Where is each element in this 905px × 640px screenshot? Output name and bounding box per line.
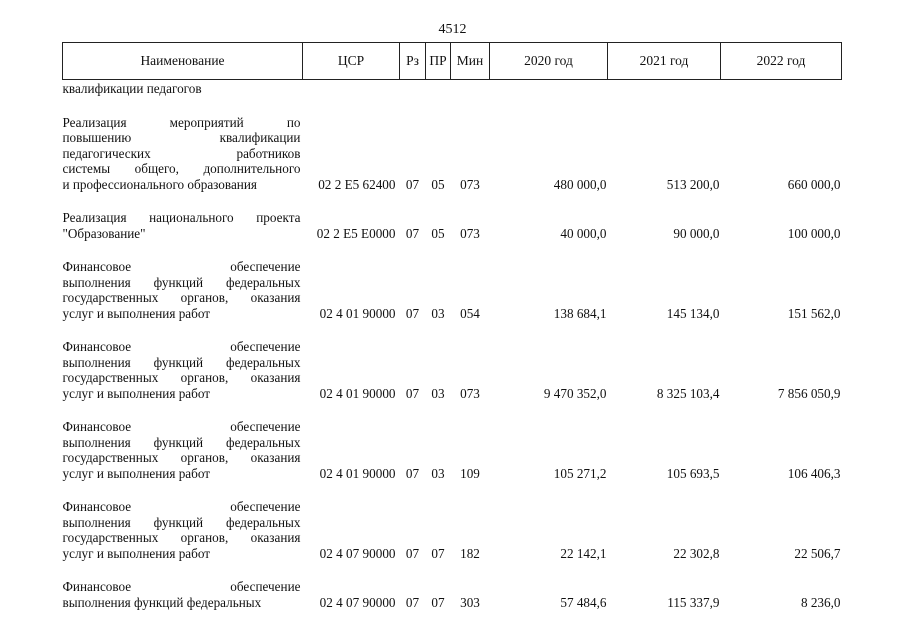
continuation-name	[63, 80, 303, 97]
name-line: "Образование"	[62, 225, 146, 241]
row-value-2021: 105 693,5	[666, 465, 720, 481]
row-name	[63, 241, 303, 321]
row-value-2021: 145 134,0	[666, 305, 720, 321]
header-rz: Рз	[400, 43, 426, 80]
row-rz: 07	[405, 385, 420, 401]
row-name	[63, 561, 303, 610]
name-line: Реализация национального проекта	[62, 210, 301, 225]
row-rz: 07	[405, 545, 420, 561]
row-name	[63, 481, 303, 561]
row-min: 182	[460, 545, 480, 561]
table-row	[63, 481, 842, 561]
name-line: государственных органов, оказания	[62, 290, 301, 305]
row-rz: 07	[405, 176, 420, 192]
row-rz: 07	[405, 225, 420, 241]
name-line: выполнения функций федеральных	[62, 434, 301, 450]
row-value-2022: 660 000,0	[787, 176, 841, 192]
header-2020: 2020 год	[490, 43, 608, 80]
row-value-2022: 100 000,0	[787, 225, 841, 241]
header-2021: 2021 год	[608, 43, 721, 80]
header-csr: ЦСР	[303, 43, 400, 80]
name-line: услуг и выполнения работ	[62, 305, 211, 321]
row-rz: 07	[405, 305, 420, 321]
page-number: 4512	[438, 22, 467, 37]
row-pr: 03	[431, 305, 445, 321]
row-value-2021: 8 325 103,4	[656, 385, 720, 401]
row-name	[63, 97, 303, 193]
row-pr: 05	[431, 176, 445, 192]
budget-table	[62, 42, 842, 610]
row-value-2020: 480 000,0	[553, 176, 607, 192]
row-value-2022: 151 562,0	[787, 305, 841, 321]
table-row	[63, 241, 842, 321]
row-rz: 07	[405, 594, 420, 610]
table-row	[63, 561, 842, 610]
row-pr: 07	[431, 545, 445, 561]
row-value-2022: 7 856 050,9	[777, 385, 841, 401]
table-row	[63, 401, 842, 481]
name-line: Финансовое обеспечение	[62, 339, 301, 354]
name-line: государственных органов, оказания	[62, 370, 301, 385]
table-row	[63, 192, 842, 241]
row-pr: 03	[431, 465, 445, 481]
name-line: повышению квалификации	[62, 130, 301, 145]
row-csr: 02 4 01 90000	[319, 465, 396, 481]
table-header	[63, 43, 842, 80]
row-value-2020: 138 684,1	[553, 305, 607, 321]
row-pr: 03	[431, 385, 445, 401]
row-min: 073	[460, 385, 480, 401]
row-pr: 07	[431, 594, 445, 610]
name-line: Реализация мероприятий по	[62, 114, 301, 130]
header-pr: ПР	[426, 43, 451, 80]
row-name	[63, 401, 303, 481]
row-value-2020: 22 142,1	[560, 545, 607, 561]
row-value-2022: 106 406,3	[787, 465, 841, 481]
row-min: 303	[460, 594, 480, 610]
row-csr: 02 2 E5 E0000	[316, 225, 396, 241]
row-min: 073	[460, 176, 480, 192]
row-value-2022: 22 506,7	[794, 545, 841, 561]
name-line: услуг и выполнения работ	[62, 545, 211, 561]
row-csr: 02 4 07 90000	[319, 594, 396, 610]
row-value-2020: 40 000,0	[560, 225, 607, 241]
row-value-2021: 513 200,0	[666, 176, 720, 192]
row-min: 109	[460, 465, 480, 481]
row-csr: 02 4 01 90000	[319, 385, 396, 401]
name-line: услуг и выполнения работ	[62, 465, 211, 481]
row-csr: 02 2 E5 62400	[318, 176, 396, 192]
name-line: и профессионального образования	[62, 176, 257, 192]
row-csr: 02 4 01 90000	[319, 305, 396, 321]
table-row	[63, 97, 842, 193]
table-row	[63, 321, 842, 401]
row-value-2020: 57 484,6	[560, 594, 607, 610]
row-pr: 05	[431, 225, 445, 241]
row-value-2022: 8 236,0	[800, 594, 841, 610]
name-line: выполнения функций федеральных	[62, 514, 301, 530]
row-csr: 02 4 07 90000	[319, 545, 396, 561]
header-min: Мин	[451, 43, 490, 80]
name-line: выполнения функций федеральных	[62, 274, 301, 290]
row-rz: 07	[405, 465, 420, 481]
row-name	[63, 192, 303, 241]
row-value-2021: 90 000,0	[673, 225, 720, 241]
name-line: выполнения функций федеральных	[62, 594, 262, 610]
name-line: системы общего, дополнительного	[62, 161, 301, 176]
row-name	[63, 321, 303, 401]
name-line: Финансовое обеспечение	[62, 259, 301, 274]
row-value-2021: 115 337,9	[667, 594, 720, 610]
row-value-2020: 105 271,2	[553, 465, 607, 481]
row-value-2021: 22 302,8	[673, 545, 720, 561]
name-line: Финансовое обеспечение	[62, 419, 301, 434]
name-line: государственных органов, оказания	[62, 450, 301, 465]
row-min: 073	[460, 225, 480, 241]
row-value-2020: 9 470 352,0	[543, 385, 607, 401]
continuation-row	[63, 80, 842, 97]
name-line: Финансовое обеспечение	[62, 579, 301, 594]
name-line: квалификации педагогов	[62, 81, 202, 96]
header-2022: 2022 год	[721, 43, 842, 80]
name-line: услуг и выполнения работ	[62, 385, 211, 401]
name-line: Финансовое обеспечение	[62, 499, 301, 514]
name-line: педагогических работников	[62, 145, 301, 161]
name-line: выполнения функций федеральных	[62, 354, 301, 370]
table-body	[63, 80, 842, 611]
header-name: Наименование	[63, 43, 303, 80]
row-min: 054	[460, 305, 480, 321]
name-line: государственных органов, оказания	[62, 530, 301, 545]
